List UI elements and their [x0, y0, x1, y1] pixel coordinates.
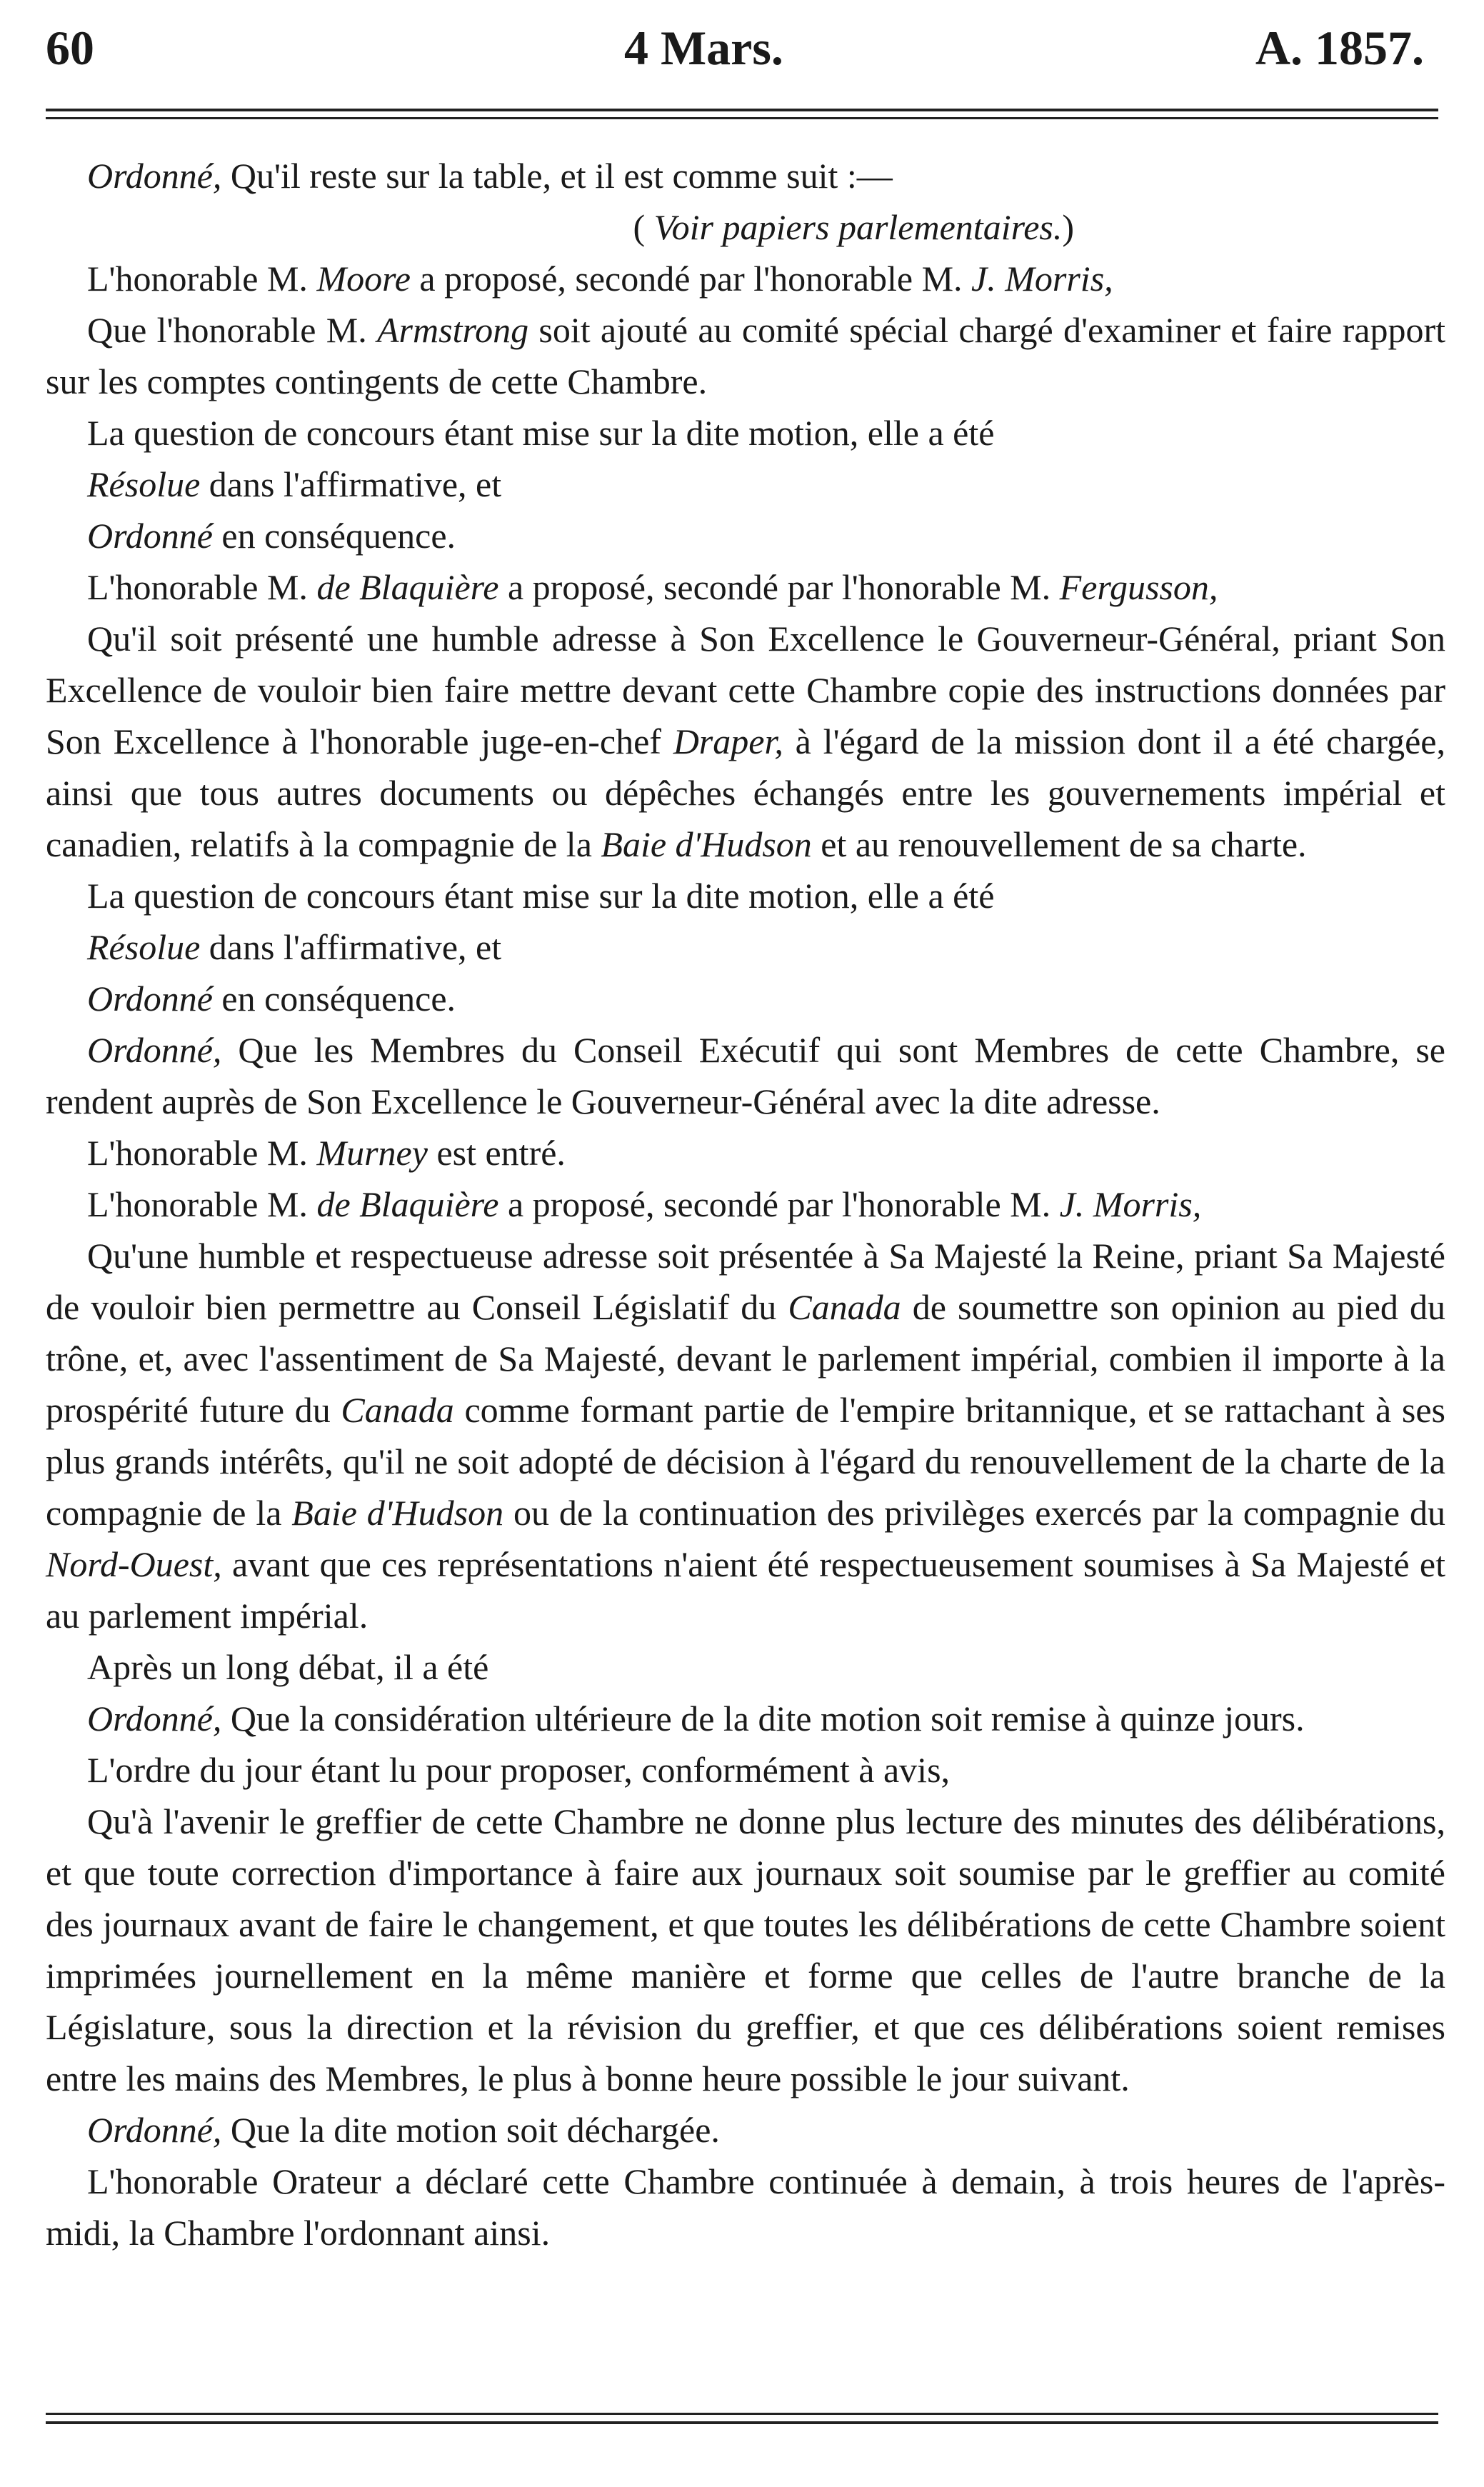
paragraph — [46, 304, 1445, 407]
footer-double-rule — [46, 2413, 1438, 2428]
text-span: ( — [633, 207, 654, 247]
paragraph — [46, 1179, 1445, 1230]
paragraph — [46, 1744, 1445, 1796]
paragraph — [46, 510, 1445, 561]
text-span: et au renouvellement de sa charte. — [811, 824, 1307, 864]
proceedings-text — [46, 150, 1445, 2258]
text-span: de soumettre son opinion au pied du trône, et, avec l'assentiment de Sa Majesté, devant le parlement impérial, combien il importe à la prospérité future du — [46, 1287, 1445, 1430]
text-span: L'honorable M. — [87, 1184, 317, 1224]
italic-span: Baie d'Hudson — [291, 1493, 504, 1533]
text-span: La question de concours étant mise sur la dite motion, elle a été — [87, 413, 995, 453]
paragraph — [46, 150, 1445, 201]
italic-span: Ordonné — [87, 516, 213, 556]
italic-span: Ordonné, — [87, 2110, 222, 2150]
italic-span: Résolue — [87, 464, 201, 504]
page-date: 4 Mars. — [624, 21, 783, 75]
italic-span: Armstrong — [377, 310, 529, 350]
italic-span: J. Morris, — [971, 259, 1113, 299]
paragraph — [46, 1024, 1445, 1127]
text-span: dans l'affirmative, et — [200, 927, 502, 967]
paragraph — [46, 1641, 1445, 1693]
italic-span: Murney — [316, 1133, 428, 1173]
rule-line — [46, 2421, 1438, 2424]
text-span: Qu'il reste sur la table, et il est comme suit :— — [221, 156, 893, 196]
italic-span: de Blaquière — [316, 1184, 499, 1224]
paragraph — [46, 1230, 1445, 1641]
italic-span: J. Morris, — [1059, 1184, 1202, 1224]
paragraph — [46, 201, 1445, 253]
italic-span: Ordonné, — [87, 1698, 222, 1738]
rule-line — [46, 109, 1438, 111]
paragraph — [46, 253, 1445, 304]
text-span: a proposé, secondé par l'honorable M. — [498, 567, 1060, 607]
italic-span: Baie d'Hudson — [601, 824, 812, 864]
italic-span: Canada — [788, 1287, 901, 1327]
text-span: La question de concours étant mise sur la dite motion, elle a été — [87, 876, 995, 916]
text-span: L'honorable M. — [87, 1133, 317, 1173]
italic-span: Fergusson, — [1059, 567, 1218, 607]
italic-span: Ordonné, — [87, 156, 222, 196]
page-number: 60 — [46, 21, 94, 75]
text-span: a proposé, secondé par l'honorable M. — [498, 1184, 1060, 1224]
text-span: Que la considération ultérieure de la dite motion soit remise à quinze jours. — [221, 1698, 1305, 1738]
text-span: L'honorable M. — [87, 259, 317, 299]
text-span: en conséquence. — [212, 979, 456, 1019]
text-span: Après un long débat, il a été — [87, 1647, 489, 1687]
paragraph — [46, 921, 1445, 973]
italic-span: Ordonné — [87, 979, 213, 1019]
italic-span: de Blaquière — [316, 567, 499, 607]
paragraph — [46, 2156, 1445, 2258]
italic-span: Moore — [316, 259, 411, 299]
header-double-rule — [46, 109, 1438, 124]
rule-line — [46, 117, 1438, 119]
italic-span: Nord-Ouest, — [46, 1544, 222, 1584]
text-span: Que la dite motion soit déchargée. — [221, 2110, 720, 2150]
text-span: Qu'il soit présenté une humble adresse à Son Excellence le Gouverneur-Général, priant Son Excellence de vouloir bien faire mettre devant cette Chambre copie des instructions données par Son Excellence à l'honorable juge-en-chef — [46, 619, 1445, 761]
page-year: A. 1857. — [1255, 21, 1424, 75]
italic-span: Ordonné, — [87, 1030, 222, 1070]
text-span: dans l'affirmative, et — [200, 464, 502, 504]
paragraph — [46, 2104, 1445, 2156]
italic-span: Draper, — [673, 721, 783, 761]
text-span: L'ordre du jour étant lu pour proposer, conformément à avis, — [87, 1750, 951, 1790]
paragraph — [46, 1693, 1445, 1744]
text-span: Qu'à l'avenir le greffier de cette Chambre ne donne plus lecture des minutes des délibérations, et que toute correction d'importance à faire aux journaux soit soumise par le greffier au comité des journaux avant de faire le changement, et que toutes les délibérations de cette Chambre soient imprimées journellement en la même manière et forme que celles de l'autre branche de la Législature, sous la direction et la révision du greffier, et que ces délibérations soient remises entre les mains des Membres, le plus à bonne heure possible le jour suivant. — [46, 1801, 1445, 2098]
rule-line — [46, 2413, 1438, 2415]
text-span: Que l'honorable M. — [87, 310, 378, 350]
text-span: Que les Membres du Conseil Exécutif qui sont Membres de cette Chambre, se rendent auprès de Son Excellence le Gouverneur-Général avec la dite adresse. — [46, 1030, 1445, 1121]
text-span: Qu'une humble et respectueuse adresse soit présentée à Sa Majesté la Reine, priant Sa Majesté de vouloir bien permettre au Conseil Législatif du — [46, 1236, 1445, 1327]
text-span: à l'égard de la mission dont il a été chargée, ainsi que tous autres documents ou dépêches échangés entre les gouvernements impérial et canadien, relatifs à la compagnie de la — [46, 721, 1445, 864]
paragraph — [46, 407, 1445, 459]
paragraph — [46, 870, 1445, 921]
italic-span: Voir papiers parlementaires. — [653, 207, 1063, 247]
text-span: L'honorable Orateur a déclaré cette Chambre continuée à demain, à trois heures de l'après-midi, la Chambre l'ordonnant ainsi. — [46, 2161, 1445, 2253]
paragraph — [46, 561, 1445, 613]
text-span: ) — [1062, 207, 1074, 247]
paragraph — [46, 973, 1445, 1024]
text-span: ou de la continuation des privilèges exercés par la compagnie du — [503, 1493, 1446, 1533]
italic-span: Résolue — [87, 927, 201, 967]
text-span: soit ajouté au comité spécial chargé d'examiner et faire rapport sur les comptes contingents de cette Chambre. — [46, 310, 1446, 401]
paragraph — [46, 1796, 1445, 2104]
text-span: est entré. — [427, 1133, 566, 1173]
text-span: comme formant partie de l'empire britannique, et se rattachant à ses plus grands intérêts, qu'il ne soit adopté de décision à l'égard du renouvellement de la charte de la compagnie de la — [46, 1390, 1446, 1533]
text-span: en conséquence. — [212, 516, 456, 556]
text-span: a proposé, secondé par l'honorable M. — [410, 259, 972, 299]
italic-span: Canada — [341, 1390, 454, 1430]
page-header — [46, 20, 1438, 91]
text-span: avant que ces représentations n'aient été respectueusement soumises à Sa Majesté et au parlement impérial. — [46, 1544, 1445, 1636]
paragraph — [46, 613, 1445, 870]
paragraph — [46, 1127, 1445, 1179]
paragraph — [46, 459, 1445, 510]
text-span: L'honorable M. — [87, 567, 317, 607]
